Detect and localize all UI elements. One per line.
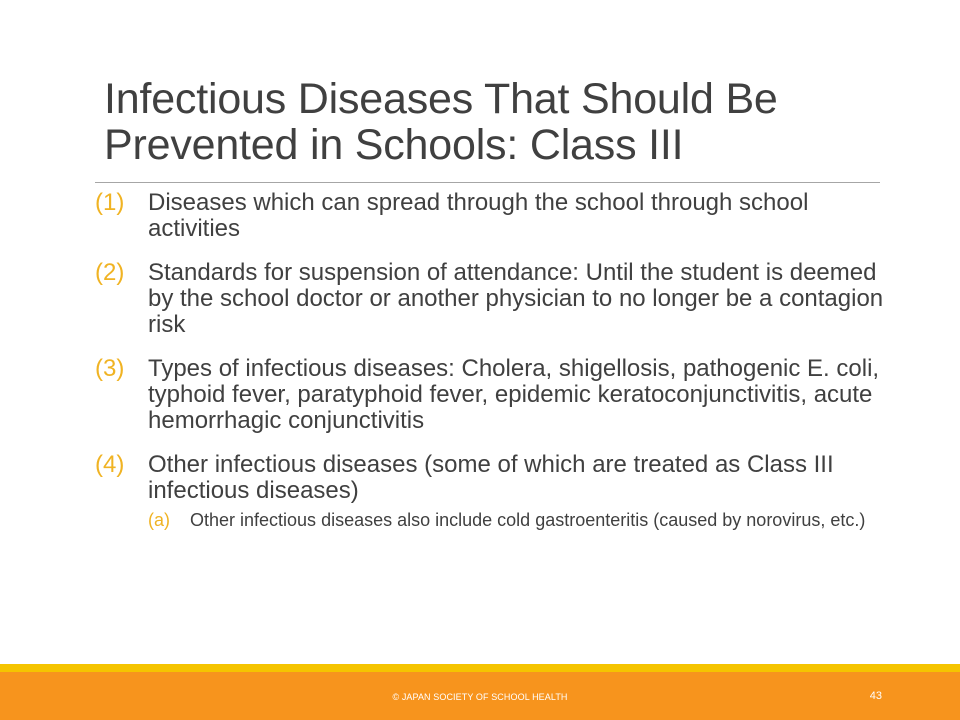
list-item-1 [95,190,885,242]
slide-title [104,76,904,168]
slide-title-line-2: Prevented in Schools: Class III [104,121,684,169]
slide-title-line-1: Infectious Diseases That Should Be [104,75,778,123]
list-item-2 [95,260,885,338]
footer-copyright: © JAPAN SOCIETY OF SCHOOL HEALTH [392,692,568,702]
title-divider [95,182,880,183]
list-item-number: (3) [95,355,125,382]
list-item-text: Diseases which can spread through the school through school activities [148,189,809,242]
page-number: 43 [869,690,882,702]
list-item-3 [95,356,885,434]
sub-list-item-a [148,512,885,529]
footer-accent-stripe [0,664,960,672]
list-item-number: (1) [95,189,125,216]
list-item-number: (4) [95,451,125,478]
list-item-text: Types of infectious diseases: Cholera, shigellosis, pathogenic E. coli, typhoid fever, paratyphoid fever, epidemic keratoconjunctivitis, acute hemorrhagic conjunctivitis [148,355,880,434]
sub-list-item-text: Other infectious diseases also include cold gastroenteritis (caused by norovirus, etc.) [190,510,866,530]
list-item-text: Other infectious diseases (some of which are treated as Class III infectious diseases) [148,451,834,504]
slide-content [95,190,885,547]
list-item-4 [95,452,885,529]
sub-list-item-number: (a) [148,510,170,530]
list-item-number: (2) [95,259,125,286]
list-item-text: Standards for suspension of attendance: Until the student is deemed by the school doctor or another physician to no longer be a contagion risk [148,259,884,338]
